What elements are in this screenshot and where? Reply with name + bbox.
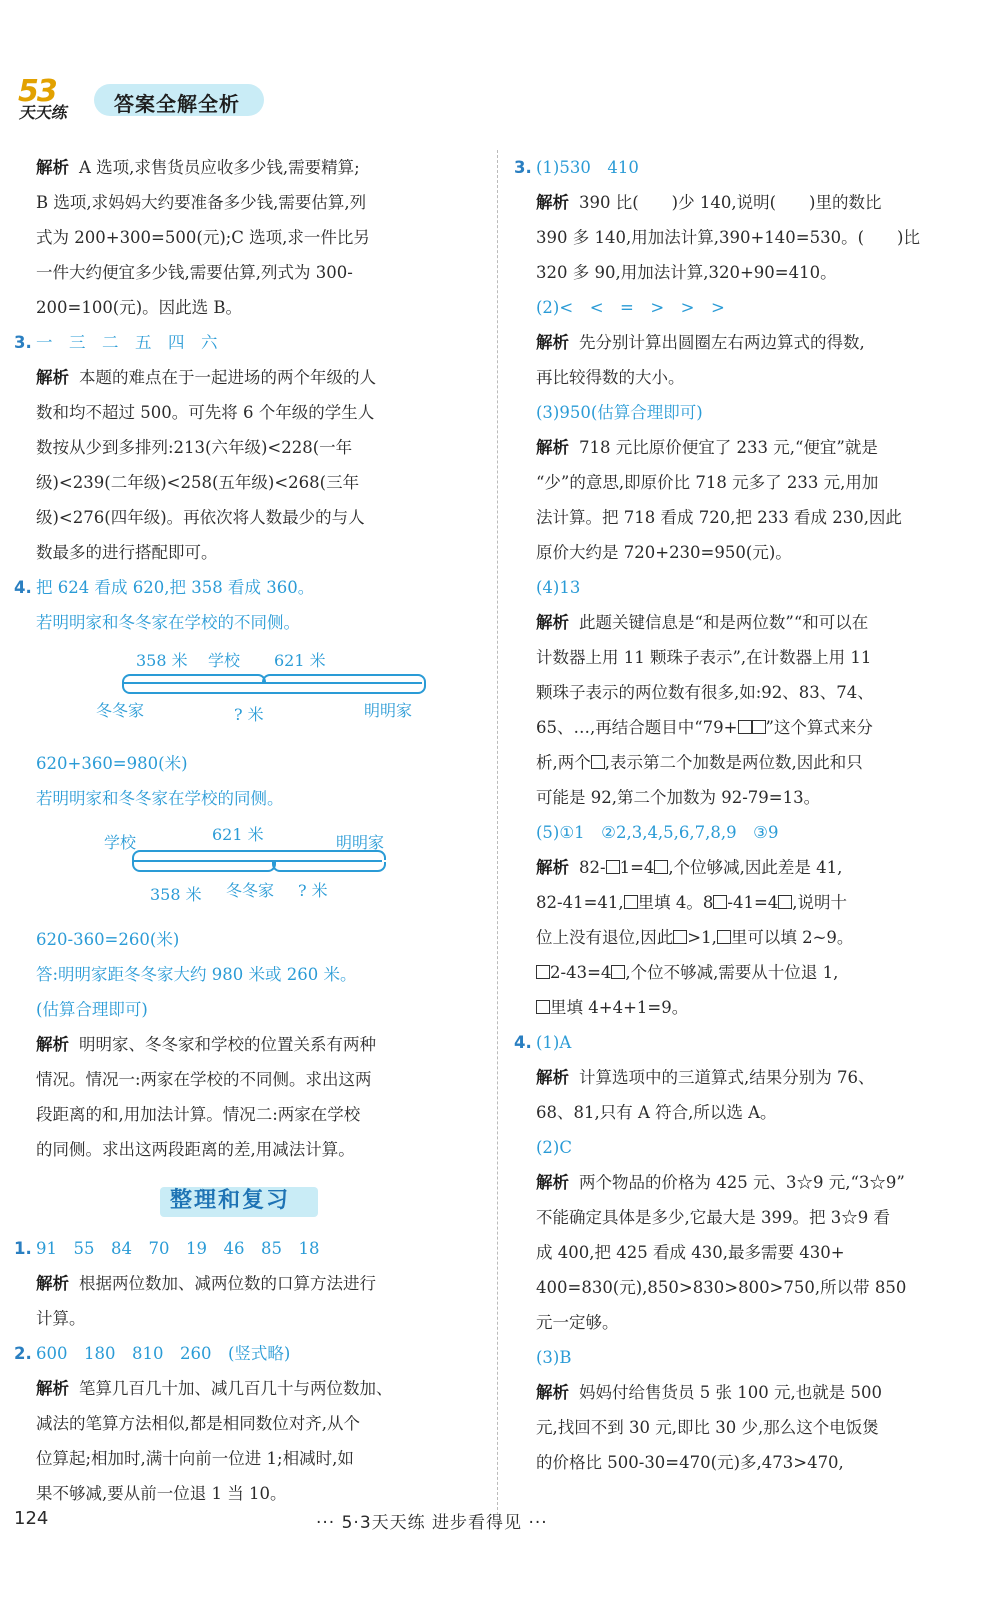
page-number: 124 xyxy=(14,1508,49,1529)
logo-number: 53 xyxy=(18,74,56,109)
text-line: 的同侧。求出这两段距离的差,用减法计算。 xyxy=(36,1140,355,1159)
text-line: 果不够减,要从前一位退 1 当 10。 xyxy=(36,1484,287,1503)
answer-4-3: (3)B xyxy=(536,1348,572,1367)
text-line: 计数器上用 11 颗珠子表示”,在计数器上用 11 xyxy=(536,648,872,667)
answer-3: 3. 一 三 二 五 四 六 xyxy=(14,333,218,352)
text-line: 式为 200+300=500(元);C 选项,求一件比另 xyxy=(36,228,370,247)
text-line: 数和均不超过 500。可先将 6 个年级的学生人 xyxy=(36,403,375,422)
answer-3-3: (3)950(估算合理即可) xyxy=(536,403,703,422)
text-line: 可能是 92,第二个加数为 92-79=13。 xyxy=(536,788,821,807)
text-line: 若明明家和冬冬家在学校的同侧。 xyxy=(36,789,284,808)
text-line: 400=830(元),850>830>800>750,所以带 850 xyxy=(536,1278,907,1297)
distance-diagram-same-side: 学校 621 米 明明家 358 米 冬冬家 ? 米 xyxy=(104,825,385,904)
text-line: 一件大约便宜多少钱,需要估算,列式为 300- xyxy=(36,263,353,282)
text-line: 答:明明家距冬冬家大约 980 米或 260 米。 xyxy=(36,965,357,984)
answer-3-4: (4)13 xyxy=(536,578,581,597)
analysis-label: 解析 xyxy=(536,1383,569,1402)
text-line: (估算合理即可) xyxy=(36,1000,148,1019)
text-line: 65、…,再结合题目中“79+ ”这个算式来分 xyxy=(536,718,873,737)
blank-box-icon xyxy=(713,895,727,909)
blank-box-icon xyxy=(778,895,792,909)
page-header xyxy=(14,74,314,124)
text-line: 解析 先分别计算出圆圈左右两边算式的得数, xyxy=(536,333,865,352)
answer-3-2: (2)< < = > > > xyxy=(536,298,725,317)
answer-2: 2. 600 180 810 260 (竖式略) xyxy=(14,1344,291,1363)
text-line: 元,找回不到 30 元,即比 30 少,那么这个电饭煲 xyxy=(536,1418,879,1437)
text-line: 解析 718 元比原价便宜了 233 元,“便宜”就是 xyxy=(536,438,878,457)
text-line: 620-360=260(米) xyxy=(36,930,180,949)
blank-box-icon xyxy=(752,720,766,734)
text-line: 减法的笔算方法相似,都是相同数位对齐,从个 xyxy=(36,1414,360,1433)
text-line: 解析 计算选项中的三道算式,结果分别为 76、 xyxy=(536,1068,875,1087)
text-line: 解析 根据两位数加、减两位数的口算方法进行 xyxy=(36,1274,376,1293)
footer-slogan: ··· 5·3天天练 进步看得见 ··· xyxy=(316,1513,548,1533)
text-line: 320 多 90,用加法计算,320+90=410。 xyxy=(536,263,837,282)
text-line: 位上没有退位,因此 >1, 里可以填 2~9。 xyxy=(536,928,854,947)
logo xyxy=(14,74,90,124)
text-line: 68、81,只有 A 符合,所以选 A。 xyxy=(536,1103,777,1122)
text-line: 620+360=980(米) xyxy=(36,754,188,773)
analysis-label: 解析 xyxy=(536,1173,569,1192)
text-line: 段距离的和,用加法计算。情况二:两家在学校 xyxy=(36,1105,361,1124)
logo-text: 天天练 xyxy=(18,103,70,122)
blank-box-icon xyxy=(654,860,668,874)
text-line: 的价格比 500-30=470(元)多,473>470, xyxy=(536,1453,844,1472)
answer-3-5: (5)①1 ②2,3,4,5,6,7,8,9 ③9 xyxy=(536,823,779,842)
text-line: 解析 本题的难点在于一起进场的两个年级的人 xyxy=(36,368,376,387)
text-line: 数按从少到多排列:213(六年级)<228(一年 xyxy=(36,438,353,457)
analysis-label: 解析 xyxy=(536,1068,569,1087)
analysis-label: 解析 xyxy=(36,368,69,387)
text-line: 390 多 140,用加法计算,390+140=530。( )比 xyxy=(536,228,920,247)
analysis-label: 解析 xyxy=(536,333,569,352)
blank-box-icon xyxy=(591,755,605,769)
column-divider xyxy=(497,150,498,1530)
text-line: 析,两个 ,表示第二个加数是两位数,因此和只 xyxy=(536,753,863,772)
analysis-label: 解析 xyxy=(36,1274,69,1293)
text-line: 计算。 xyxy=(36,1309,86,1328)
analysis-label: 解析 xyxy=(36,1035,69,1054)
text-line: 原价大约是 720+230=950(元)。 xyxy=(536,543,792,562)
distance-diagram-opposite: 358 米 学校 621 米 冬冬家 ? 米 明明家 xyxy=(36,644,476,742)
text-line: 解析 82- 1=4 ,个位够减,因此差是 41, xyxy=(536,858,843,877)
analysis-label: 解析 xyxy=(536,858,569,877)
text-line: “少”的意思,即原价比 718 元多了 233 元,用加 xyxy=(536,473,879,492)
text-line: 若明明家和冬冬家在学校的不同侧。 xyxy=(36,613,300,632)
right-column xyxy=(514,150,984,1480)
text-line: 解析 390 比( )少 140,说明( )里的数比 xyxy=(536,193,882,212)
answer-4-2: (2)C xyxy=(536,1138,572,1157)
text-line: 解析 A 选项,求售货员应收多少钱,需要精算; xyxy=(36,158,360,177)
text-line: 解析 两个物品的价格为 425 元、3☆9 元,“3☆9” xyxy=(536,1173,905,1192)
analysis-label: 解析 xyxy=(536,193,569,212)
blank-box-icon xyxy=(673,930,687,944)
text-line: 不能确定具体是多少,它最大是 399。把 3☆9 看 xyxy=(536,1208,890,1227)
left-column xyxy=(14,150,476,1511)
analysis-label: 解析 xyxy=(536,613,569,632)
text-line: 数最多的进行搭配即可。 xyxy=(36,543,218,562)
text-line: 再比较得数的大小。 xyxy=(536,368,685,387)
answer-3-1: 3. (1)530 410 xyxy=(514,158,639,177)
text-line: 2-43=4 ,个位不够减,需要从十位退 1, xyxy=(514,955,984,990)
answer-4: 4. 把 624 看成 620,把 358 看成 360。 xyxy=(14,578,315,597)
text-line: 位算起;相加时,满十向前一位进 1;相减时,如 xyxy=(36,1449,354,1468)
answer-4-1: 4. (1)A xyxy=(514,1033,572,1052)
blank-box-icon xyxy=(536,965,550,979)
text-line: 里填 4+4+1=9。 xyxy=(514,990,984,1025)
text-line: 解析 明明家、冬冬家和学校的位置关系有两种 xyxy=(36,1035,376,1054)
text-line: 情况。情况一:两家在学校的不同侧。求出这两 xyxy=(36,1070,372,1089)
blank-box-icon xyxy=(611,965,625,979)
blank-box-icon xyxy=(738,720,752,734)
blank-box-icon xyxy=(536,1000,550,1014)
analysis-label: 解析 xyxy=(536,438,569,457)
blank-box-icon xyxy=(717,930,731,944)
text-line: B 选项,求妈妈大约要准备多少钱,需要估算,列 xyxy=(36,193,367,212)
text-line: 解析 笔算几百几十加、减几百几十与两位数加、 xyxy=(36,1379,393,1398)
text-line: 颗珠子表示的两位数有很多,如:92、83、74、 xyxy=(536,683,874,702)
text-line: 成 400,把 425 看成 430,最多需要 430+ xyxy=(536,1243,845,1262)
text-line: 法计算。把 718 看成 720,把 233 看成 230,因此 xyxy=(536,508,902,527)
text-line: 解析 妈妈付给售货员 5 张 100 元,也就是 500 xyxy=(536,1383,882,1402)
text-line: 元一定够。 xyxy=(536,1313,619,1332)
analysis-label: 解析 xyxy=(36,1379,69,1398)
answer-1: 1. 91 55 84 70 19 46 85 18 xyxy=(14,1239,320,1258)
blank-box-icon xyxy=(606,860,620,874)
section-heading: 整理和复习 xyxy=(14,1177,476,1225)
blank-box-icon xyxy=(624,895,638,909)
analysis-label: 解析 xyxy=(36,158,69,177)
text-line: 级)<276(四年级)。再依次将人数最少的与人 xyxy=(36,508,365,527)
text-line: 82-41=41, 里填 4。8 -41=4 ,说明十 xyxy=(536,893,848,912)
text-line: 200=100(元)。因此选 B。 xyxy=(36,298,243,317)
text-line: 解析 此题关键信息是“和是两位数”“和可以在 xyxy=(536,613,869,632)
text-line: 级)<239(二年级)<258(五年级)<268(三年 xyxy=(36,473,360,492)
page-title: 答案全解全析 xyxy=(114,92,240,116)
